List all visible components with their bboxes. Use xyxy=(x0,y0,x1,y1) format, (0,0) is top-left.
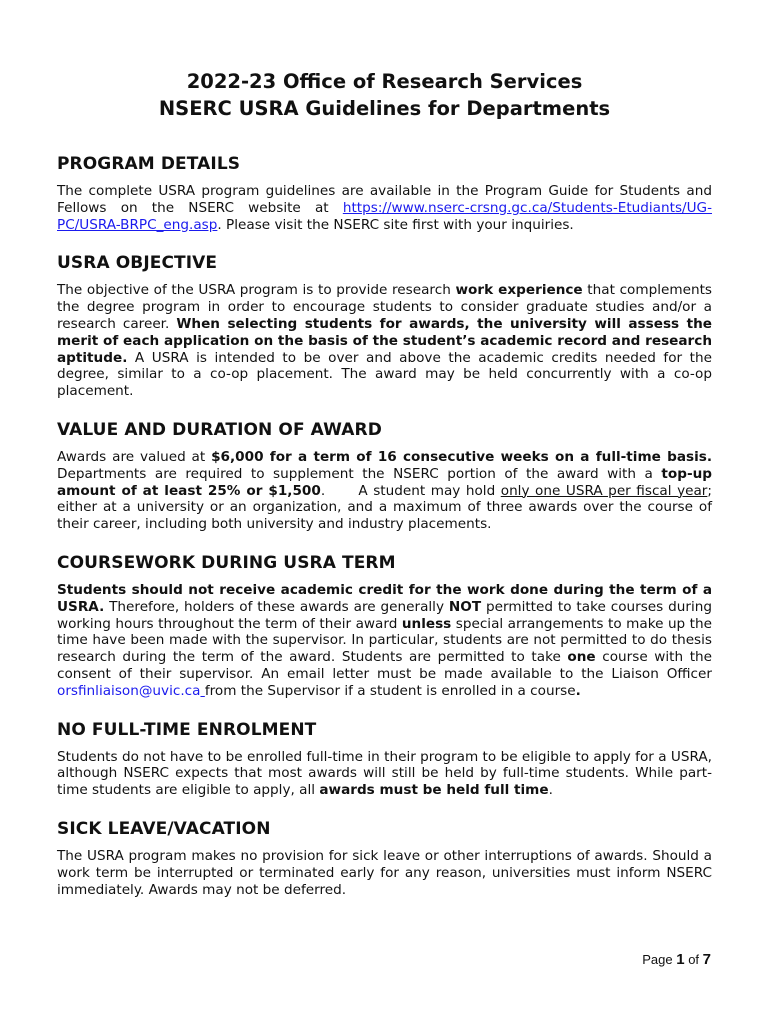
value-text-2: Departments are required to supplement the NSERC portion of the award with a xyxy=(57,465,662,482)
usra-objective-paragraph xyxy=(57,282,712,400)
footer-page-word: Page xyxy=(642,952,677,967)
section-enrolment xyxy=(57,719,712,799)
title-line-2: NSERC USRA Guidelines for Departments xyxy=(158,97,611,120)
nserc-guide-link[interactable]: https://www.nserc-crsng.gc.ca/Students-Etudiants/UG-PC/USRA-BRPC_eng.asp xyxy=(57,199,712,233)
page-number-footer xyxy=(642,951,711,968)
heading-enrolment: NO FULL-TIME ENROLMENT xyxy=(57,719,317,740)
section-usra-objective xyxy=(57,252,712,400)
footer-of-word: of xyxy=(684,952,703,967)
coursework-bold-3: unless xyxy=(401,615,452,632)
enrolment-bold-1: awards must be held full time xyxy=(319,782,549,799)
section-sick-leave xyxy=(57,818,712,898)
heading-sick-leave: SICK LEAVE/VACATION xyxy=(57,818,271,839)
document-page xyxy=(57,68,712,898)
objective-text-3: A USRA is intended to be over and above the academic credits needed for the degree, similar to a co-op placement. The award may be held concurrently with a co-op placement. xyxy=(57,349,712,400)
coursework-paragraph xyxy=(57,582,712,700)
program-details-text-end: . Please visit the NSERC site first with your inquiries. xyxy=(217,216,574,233)
sick-leave-paragraph: The USRA program makes no provision for sick leave or other interruptions of awards. Should a work term be interrupted or terminated early for any reason, universities must inform NSERC immediately. Awards may not be deferred. xyxy=(57,847,712,898)
enrolment-text-2: . xyxy=(548,782,553,799)
value-text-3: . A student may hold xyxy=(320,482,501,499)
title-line-1: 2022-23 Office of Research Services xyxy=(186,70,583,93)
section-coursework xyxy=(57,552,712,700)
objective-bold-1: work experience xyxy=(455,282,583,299)
heading-coursework: COURSEWORK DURING USRA TERM xyxy=(57,552,396,573)
coursework-bold-5: . xyxy=(575,682,581,699)
program-details-paragraph xyxy=(57,183,712,233)
document-title xyxy=(57,68,712,122)
value-underline-1: only one USRA per fiscal year xyxy=(500,482,708,499)
coursework-text-2: permitted to take courses during working hours throughout the term of their award xyxy=(57,598,712,632)
coursework-bold-4: one xyxy=(567,649,596,666)
liaison-email-link[interactable]: orsfinliaison@uvic.ca xyxy=(57,682,201,699)
heading-program-details: PROGRAM DETAILS xyxy=(57,154,241,174)
value-bold-2: top-up amount of at least 25% or $1,500 xyxy=(57,465,712,499)
enrolment-paragraph xyxy=(57,749,712,799)
value-bold-1: $6,000 for a term of 16 consecutive weeks on a full-time basis. xyxy=(211,448,712,465)
value-text-1: Awards are valued at xyxy=(57,448,212,465)
coursework-text-5: from the Supervisor if a student is enrolled in a course xyxy=(204,682,576,699)
value-text-4: ; either at a university or an organization, and a maximum of three awards over the course of their career, including both university and industry placements. xyxy=(57,482,712,533)
value-duration-paragraph xyxy=(57,449,712,533)
coursework-text-3: special arrangements to make up the time have been made with the supervisor. In particular, students are not permitted to do thesis research during the term of the award. Students are permitted to take xyxy=(57,615,712,666)
objective-text-1: The objective of the USRA program is to provide research xyxy=(57,282,456,299)
coursework-text-1: Therefore, holders of these awards are generally xyxy=(104,598,449,615)
enrolment-text-1: Students do not have to be enrolled full-time in their program to be eligible to apply for a USRA, although NSERC expects that most awards will still be held by full-time students. While part-time students are eligible to apply, all xyxy=(57,748,712,799)
section-value-duration xyxy=(57,419,712,533)
footer-current-page: 1 xyxy=(676,951,685,968)
heading-usra-objective: USRA OBJECTIVE xyxy=(57,253,218,274)
program-details-text: The complete USRA program guidelines are available in the Program Guide for Students and Fellows on the NSERC website at xyxy=(57,183,712,216)
coursework-text-4: course with the consent of their supervisor. An email letter must be made available to the Liaison Officer xyxy=(57,649,712,682)
objective-text-2: that complements the degree program in order to encourage students to consider graduate studies and/or a research career. xyxy=(57,282,713,332)
footer-total-pages: 7 xyxy=(702,951,711,968)
coursework-bold-1: Students should not receive academic credit for the work done during the term of a USRA. xyxy=(57,581,712,615)
coursework-bold-2: NOT xyxy=(448,598,482,615)
section-program-details xyxy=(57,153,712,233)
heading-value-duration: VALUE AND DURATION OF AWARD xyxy=(57,419,382,440)
objective-bold-2: When selecting students for awards, the university will assess the merit of each application on the basis of the student’s academic record and research aptitude. xyxy=(57,315,712,366)
